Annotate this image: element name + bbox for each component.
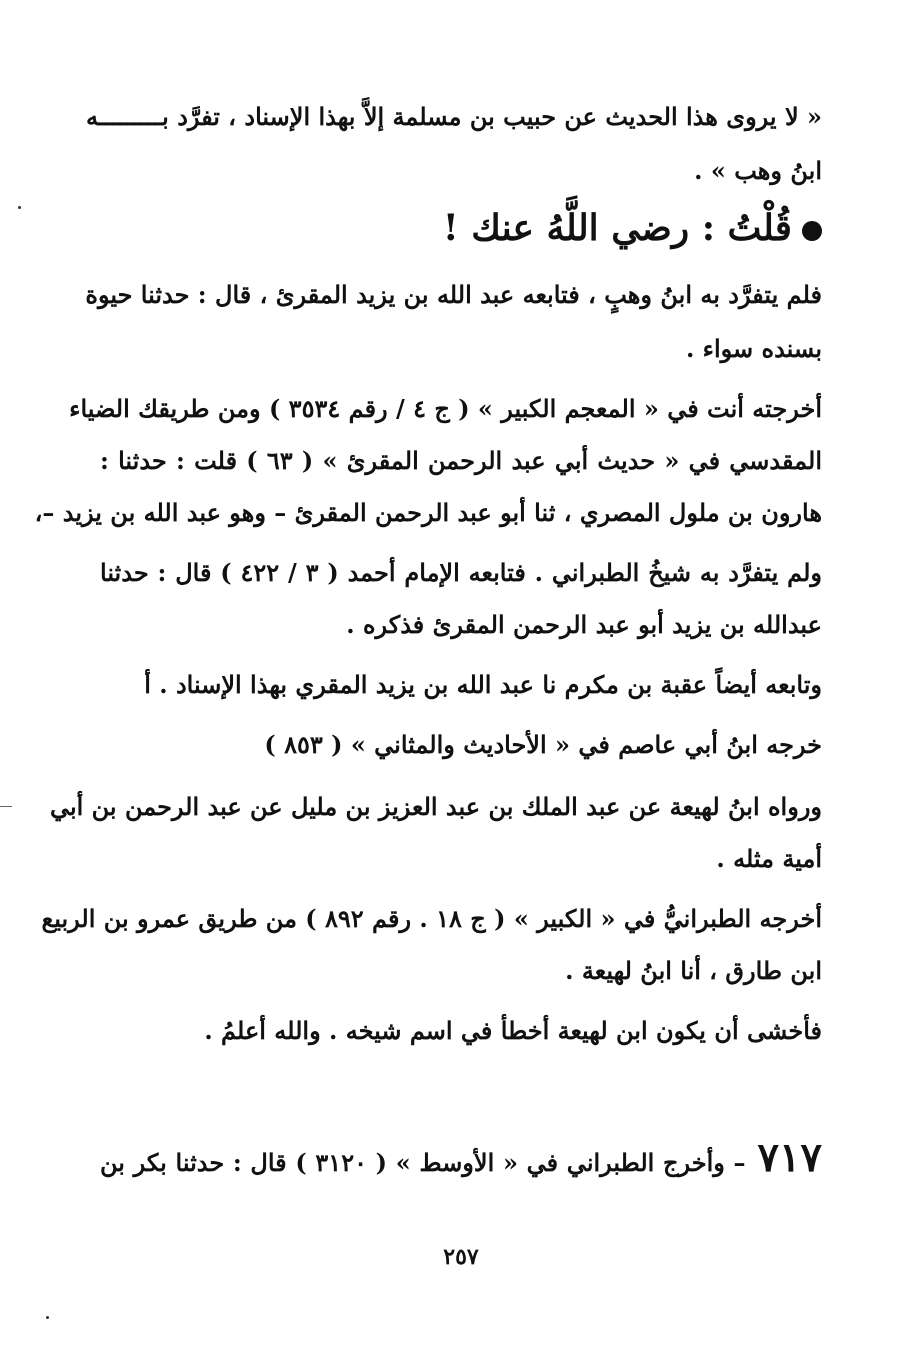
- text-line: المقدسي في « حديث أبي عبد الرحمن المقرئ » ( ٦٣ ) قلت : حدثنا :: [100, 446, 822, 475]
- text-line: هارون بن ملول المصري ، ثنا أبو عبد الرحمن المقرئ – وهو عبد الله بن يزيد –،: [34, 498, 822, 527]
- text-line: بسنده سواء .: [685, 334, 822, 363]
- text-line: ورواه ابنُ لهيعة عن عبد الملك بن عبد العزيز بن مليل عن عبد الرحمن بن أبي: [49, 792, 822, 821]
- hadith-number: ٧١٧: [757, 1134, 822, 1181]
- bullet-icon: [802, 221, 822, 241]
- heading-text: قُلْتُ : رضي اللَّهُ عنك !: [442, 207, 792, 249]
- text-line: « لا يروى هذا الحديث عن حبيب بن مسلمة إلاَّ بهذا الإسناد ، تفرَّد بـــــــــه: [86, 102, 822, 131]
- text-line: ولم يتفرَّد به شيخُ الطبراني . فتابعه الإمام أحمد ( ٣ / ٤٢٢ ) قال : حدثنا: [100, 558, 822, 587]
- text-line: فلم يتفرَّد به ابنُ وهبٍ ، فتابعه عبد الله بن يزيد المقرئ ، قال : حدثنا حيوة: [85, 280, 822, 309]
- text-line: ابن طارق ، أنا ابنُ لهيعة .: [565, 956, 822, 985]
- text-line: عبدالله بن يزيد أبو عبد الرحمن المقرئ فذكره .: [346, 610, 822, 639]
- scan-speck: [18, 206, 21, 209]
- scan-edge-mark: [0, 806, 12, 807]
- page-number: ٢٥٧: [443, 1244, 479, 1270]
- text-line: أخرجه الطبرانيُّ في « الكبير » ( ج ١٨ . رقم ٨٩٢ ) من طريق عمرو بن الربيع: [41, 904, 822, 933]
- hadith-line: [100, 1134, 822, 1187]
- text-line: أخرجته أنت في « المعجم الكبير » ( ج ٤ / رقم ٣٥٣٤ ) ومن طريقك الضياء: [69, 394, 822, 423]
- section-heading: [100, 204, 822, 252]
- text-line: وتابعه أيضاً عقبة بن مكرم نا عبد الله بن يزيد المقري بهذا الإسناد . أ: [144, 670, 822, 699]
- text-line: خرجه ابنُ أبي عاصم في « الأحاديث والمثاني » ( ٨٥٣ ): [264, 730, 822, 759]
- text-line: فأخشى أن يكون ابن لهيعة أخطأ في اسم شيخه . والله أعلمُ .: [204, 1016, 822, 1045]
- scan-speck: [46, 1316, 49, 1319]
- text-line: أمية مثله .: [716, 844, 822, 873]
- text-line: ابنُ وهب » .: [694, 156, 822, 185]
- hadith-text: – وأخرج الطبراني في « الأوسط » ( ٣١٢٠ ) قال : حدثنا بكر بن: [100, 1148, 746, 1177]
